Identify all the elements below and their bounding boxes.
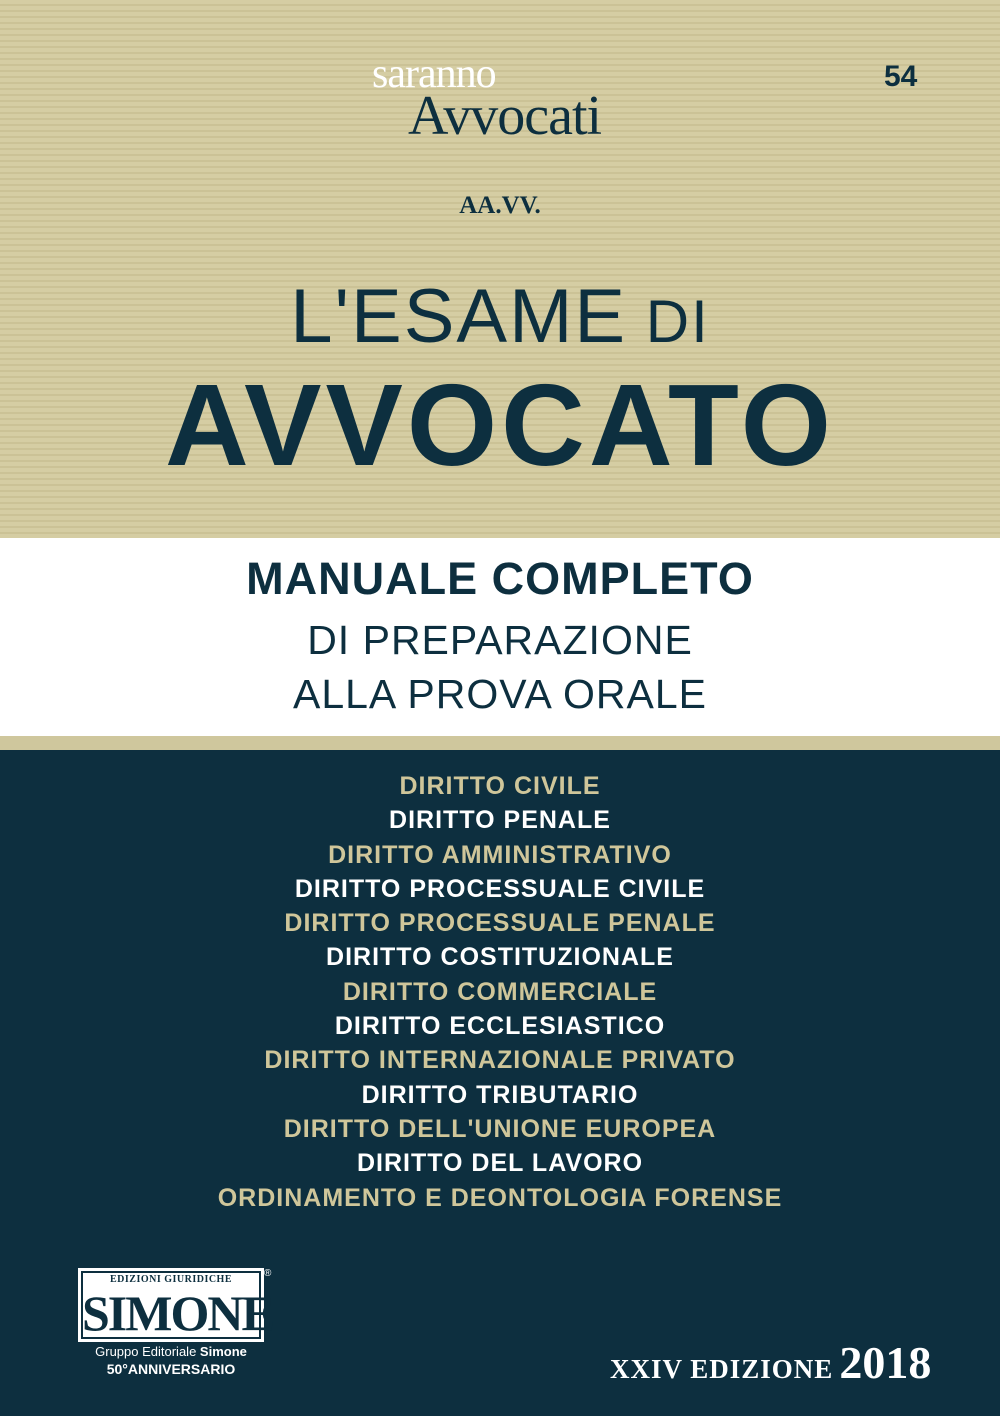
topic-item: DIRITTO TRIBUTARIO xyxy=(361,1080,639,1109)
title-line1 xyxy=(0,272,1000,367)
topic-list xyxy=(0,769,1000,1215)
topic-item: DIRITTO COMMERCIALE xyxy=(342,977,658,1006)
divider-stripe xyxy=(0,736,1000,750)
title-line1-big: L'ESAME xyxy=(290,274,628,359)
subtitle-line1: MANUALE COMPLETO xyxy=(246,553,754,604)
edition-info xyxy=(610,1336,950,1386)
title-line1-small: DI xyxy=(627,288,710,355)
publisher-group-prefix: Gruppo Editoriale xyxy=(95,1344,200,1359)
publisher-small-label: EDIZIONI GIURIDICHE xyxy=(109,1274,233,1285)
publisher-logo-box xyxy=(76,1266,273,1344)
subtitle-line3: ALLA PROVA ORALE xyxy=(292,671,708,717)
topic-item: ORDINAMENTO E DEONTOLOGIA FORENSE xyxy=(217,1183,783,1212)
edition-label: XXIV EDIZIONE xyxy=(610,1354,834,1384)
topic-item: DIRITTO DELL'UNIONE EUROPEA xyxy=(283,1114,717,1143)
topic-item: DIRITTO ECCLESIASTICO xyxy=(334,1012,666,1041)
title-line2: AVVOCATO xyxy=(164,360,836,490)
topic-item: DIRITTO PROCESSUALE PENALE xyxy=(284,909,716,938)
topic-item: DIRITTO COSTITUZIONALE xyxy=(326,943,674,972)
edition-year: 2018 xyxy=(839,1337,932,1388)
series-line1: saranno xyxy=(372,51,496,97)
topic-item: DIRITTO CIVILE xyxy=(399,772,601,800)
series-line2: Avvocati xyxy=(408,85,602,147)
topic-item: DIRITTO INTERNAZIONALE PRIVATO xyxy=(264,1046,736,1075)
subtitle-line2: DI PREPARAZIONE xyxy=(307,617,693,663)
topic-item: DIRITTO DEL LAVORO xyxy=(356,1149,644,1178)
publisher-name: SIMONE xyxy=(82,1285,273,1341)
topic-item: DIRITTO AMMINISTRATIVO xyxy=(328,840,672,869)
volume-number: 54 xyxy=(884,60,918,93)
publisher-anniversary: 50°ANNIVERSARIO xyxy=(106,1361,236,1377)
series-logo xyxy=(372,51,692,147)
publisher-logo xyxy=(76,1262,286,1382)
authors: AA.VV. xyxy=(459,192,541,219)
publisher-group xyxy=(76,1344,266,1359)
topic-item: DIRITTO PENALE xyxy=(389,806,611,835)
registered-mark: ® xyxy=(264,1268,272,1279)
publisher-group-name: Simone xyxy=(199,1344,247,1359)
topic-item: DIRITTO PROCESSUALE CIVILE xyxy=(294,874,706,903)
